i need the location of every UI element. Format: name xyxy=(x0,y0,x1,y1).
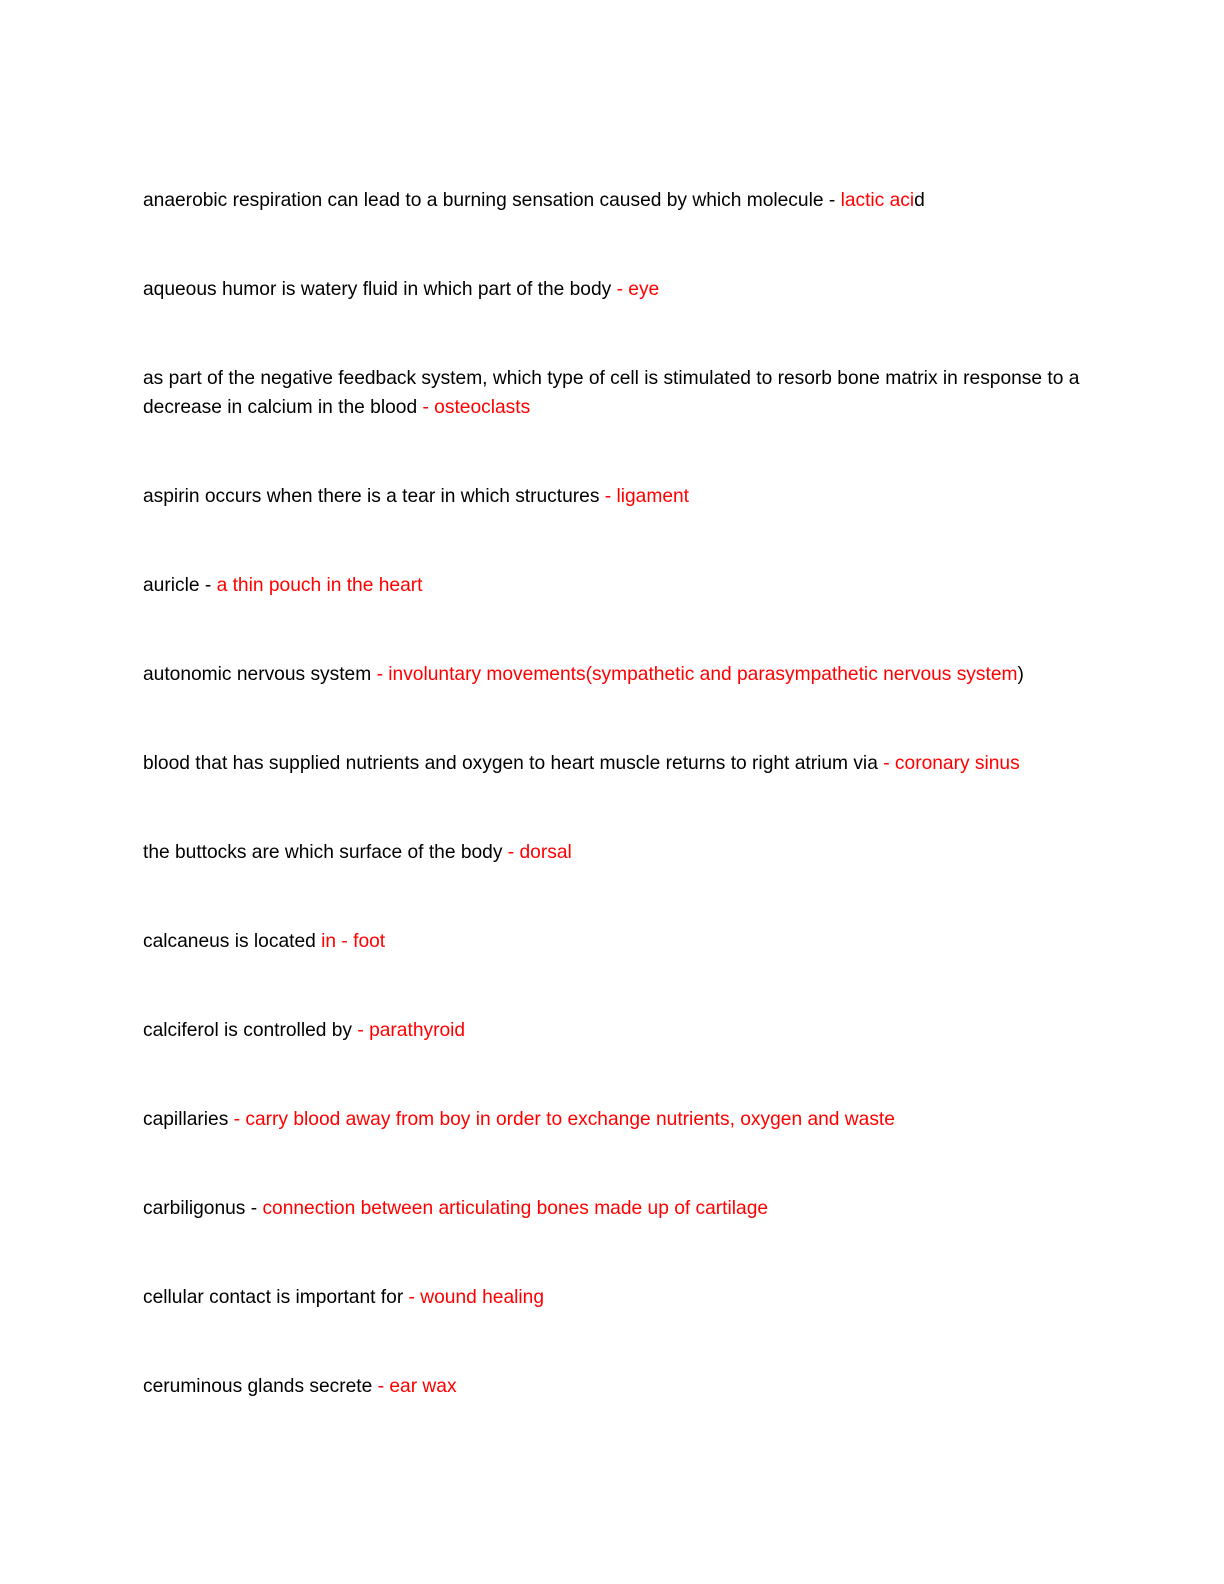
answer-text: in - foot xyxy=(321,931,386,952)
answer-text: - involuntary movements(sympathetic and parasympathetic nervous system xyxy=(376,664,1018,685)
question-text: the buttocks are which surface of the body xyxy=(143,842,508,863)
qa-entry xyxy=(143,275,1083,304)
question-text: auricle - xyxy=(143,575,217,596)
qa-entry xyxy=(143,749,1083,778)
question-text: ) xyxy=(1017,664,1024,685)
question-text: calciferol is controlled by xyxy=(143,1020,358,1041)
question-text: as part of the negative feedback system, which type of cell is stimulated to resorb bone matrix in response to a decrease in calcium in the blood xyxy=(143,368,1080,418)
qa-entry xyxy=(143,927,1083,956)
answer-text: - eye xyxy=(616,279,660,300)
question-text: ceruminous glands secrete xyxy=(143,1376,378,1397)
qa-entry xyxy=(143,1372,1083,1401)
question-text: aspirin occurs when there is a tear in which structures xyxy=(143,486,605,507)
qa-entry xyxy=(143,1016,1083,1045)
qa-entry xyxy=(143,571,1083,600)
qa-entry xyxy=(143,838,1083,867)
answer-text: - dorsal xyxy=(507,842,572,863)
question-text: blood that has supplied nutrients and oxygen to heart muscle returns to right atrium via xyxy=(143,753,884,774)
answer-text: a thin pouch in the heart xyxy=(216,575,423,596)
qa-entry xyxy=(143,660,1083,689)
answer-text: - coronary sinus xyxy=(883,753,1020,774)
question-text: aqueous humor is watery fluid in which part of the body xyxy=(143,279,617,300)
qa-entry xyxy=(143,1283,1083,1312)
answer-text: - wound healing xyxy=(408,1287,545,1308)
question-text: capillaries xyxy=(143,1109,234,1130)
qa-entry xyxy=(143,1105,1083,1134)
question-text: d xyxy=(914,190,925,211)
answer-text: - ear wax xyxy=(377,1376,457,1397)
qa-entry xyxy=(143,482,1083,511)
answer-text: - parathyroid xyxy=(357,1020,466,1041)
answer-text: - ligament xyxy=(604,486,690,507)
question-text: cellular contact is important for xyxy=(143,1287,409,1308)
question-text: autonomic nervous system xyxy=(143,664,377,685)
answer-text: lactic aci xyxy=(840,190,915,211)
qa-entry xyxy=(143,186,1083,215)
question-text: carbiligonus - xyxy=(143,1198,263,1219)
qa-entry xyxy=(143,364,1083,422)
answer-text: connection between articulating bones made up of cartilage xyxy=(262,1198,769,1219)
answer-text: - osteoclasts xyxy=(422,397,531,418)
document-page xyxy=(143,186,1083,1401)
question-text: anaerobic respiration can lead to a burning sensation caused by which molecule - xyxy=(143,190,841,211)
qa-entry xyxy=(143,1194,1083,1223)
answer-text: - carry blood away from boy in order to exchange nutrients, oxygen and waste xyxy=(233,1109,895,1130)
question-text: calcaneus is located xyxy=(143,931,322,952)
